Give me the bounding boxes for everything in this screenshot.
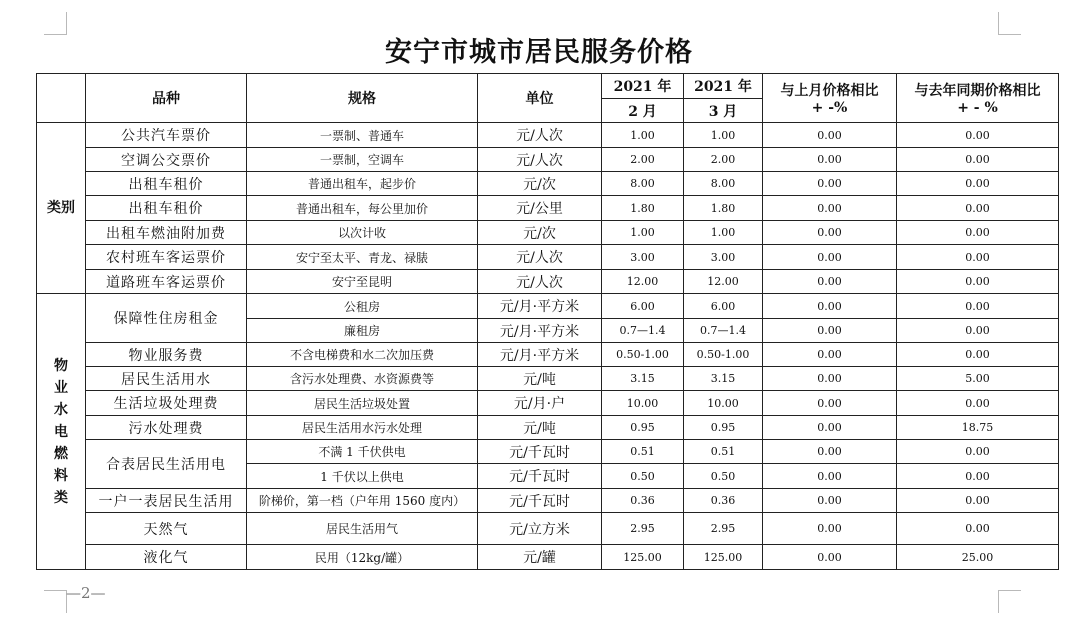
cell-mar: 2.00: [684, 148, 763, 172]
header-mom-line2: + -%: [811, 100, 848, 116]
cell-yoy: 25.00: [897, 545, 1059, 570]
cell-feb: 2.95: [602, 513, 684, 545]
cell-yoy: 0.00: [897, 319, 1059, 343]
item-name: 液化气: [86, 545, 247, 570]
cell-spec: 廉租房: [247, 319, 478, 343]
cell-mom: 0.00: [763, 489, 897, 513]
item-name: 农村班车客运票价: [86, 245, 247, 270]
cell-yoy: 0.00: [897, 489, 1059, 513]
cell-spec: 以次计收: [247, 221, 478, 245]
item-name: 出租车燃油附加费: [86, 221, 247, 245]
header-mom: [763, 74, 897, 123]
crop-mark-top-right: [998, 12, 1021, 35]
item-name: 空调公交票价: [86, 148, 247, 172]
cell-mar: 0.7—1.4: [684, 319, 763, 343]
item-name: 出租车租价: [86, 196, 247, 221]
header-year-mar: 2021 年: [684, 74, 763, 99]
cell-yoy: 0.00: [897, 294, 1059, 319]
item-name: 居民生活用水: [86, 367, 247, 391]
cell-mar: 0.51: [684, 440, 763, 464]
cell-unit: 元/月·平方米: [478, 294, 602, 319]
cell-unit: 元/千瓦时: [478, 464, 602, 489]
price-table: [36, 73, 1059, 570]
cell-unit: 元/吨: [478, 416, 602, 440]
item-name: 道路班车客运票价: [86, 270, 247, 294]
cell-spec: 居民生活垃圾处置: [247, 391, 478, 416]
cell-mar: 1.80: [684, 196, 763, 221]
cell-mom: 0.00: [763, 513, 897, 545]
crop-mark-top-left: [44, 12, 67, 35]
cell-mom: 0.00: [763, 545, 897, 570]
cell-spec: 普通出租车，起步价: [247, 172, 478, 196]
cell-spec: 普通出租车，每公里加价: [247, 196, 478, 221]
cell-yoy: 0.00: [897, 391, 1059, 416]
header-row: [37, 74, 1059, 99]
cell-unit: 元/人次: [478, 123, 602, 148]
header-yoy-line2: + - %: [957, 100, 998, 116]
table-row: [37, 148, 1059, 172]
table-row: [37, 221, 1059, 245]
cell-mar: 1.00: [684, 221, 763, 245]
item-name: 保障性住房租金: [86, 294, 247, 343]
cell-mom: 0.00: [763, 440, 897, 464]
cell-yoy: 0.00: [897, 270, 1059, 294]
cell-yoy: 0.00: [897, 196, 1059, 221]
cell-mom: 0.00: [763, 416, 897, 440]
cell-mom: 0.00: [763, 123, 897, 148]
header-spec: 规格: [247, 74, 478, 123]
table-row: [37, 440, 1059, 464]
cell-feb: 0.50-1.00: [602, 343, 684, 367]
cell-yoy: 0.00: [897, 245, 1059, 270]
cell-unit: 元/月·平方米: [478, 343, 602, 367]
cell-mar: 1.00: [684, 123, 763, 148]
cell-mar: 125.00: [684, 545, 763, 570]
header-year-feb: 2021 年: [602, 74, 684, 99]
cell-feb: 8.00: [602, 172, 684, 196]
table-row: [37, 172, 1059, 196]
category-char: 物: [54, 357, 68, 374]
table-row: [37, 513, 1059, 545]
cell-spec: 1 千伏以上供电: [247, 464, 478, 489]
item-name: 出租车租价: [86, 172, 247, 196]
cell-feb: 1.00: [602, 123, 684, 148]
cell-spec: 公租房: [247, 294, 478, 319]
cell-yoy: 0.00: [897, 123, 1059, 148]
cell-feb: 10.00: [602, 391, 684, 416]
page-title: 安宁市城市居民服务价格: [385, 37, 693, 68]
table-row: [37, 294, 1059, 319]
category-property: [37, 294, 86, 570]
category-char: 类: [54, 489, 68, 506]
header-month-feb: 2 月: [602, 99, 684, 123]
cell-feb: 2.00: [602, 148, 684, 172]
cell-feb: 3.15: [602, 367, 684, 391]
header-month-mar: 3 月: [684, 99, 763, 123]
cell-feb: 0.7—1.4: [602, 319, 684, 343]
table-row: [37, 123, 1059, 148]
table-row: [37, 245, 1059, 270]
category-char: 料: [54, 467, 68, 484]
item-name: 合表居民生活用电: [86, 440, 247, 489]
cell-spec: 安宁至太平、青龙、禄脿: [247, 245, 478, 270]
cell-spec: 居民生活用气: [247, 513, 478, 545]
cell-unit: 元/月·户: [478, 391, 602, 416]
cell-spec: 一票制、普通车: [247, 123, 478, 148]
cell-unit: 元/罐: [478, 545, 602, 570]
cell-yoy: 0.00: [897, 513, 1059, 545]
cell-mom: 0.00: [763, 196, 897, 221]
cell-yoy: 0.00: [897, 148, 1059, 172]
cell-feb: 3.00: [602, 245, 684, 270]
cell-yoy: 0.00: [897, 221, 1059, 245]
cell-spec: 不含电梯费和水二次加压费: [247, 343, 478, 367]
cell-mar: 0.36: [684, 489, 763, 513]
table-row: [37, 367, 1059, 391]
cell-mar: 0.50: [684, 464, 763, 489]
cell-spec: 一票制，空调车: [247, 148, 478, 172]
cell-unit: 元/人次: [478, 245, 602, 270]
cell-unit: 元/次: [478, 172, 602, 196]
cell-spec: 含污水处理费、水资源费等: [247, 367, 478, 391]
cell-spec: 阶梯价，第一档（户年用 1560 度内）: [247, 489, 478, 513]
header-variety: 品种: [86, 74, 247, 123]
cell-mar: 0.95: [684, 416, 763, 440]
cell-unit: 元/公里: [478, 196, 602, 221]
cell-unit: 元/人次: [478, 270, 602, 294]
table-row: [37, 196, 1059, 221]
item-name: 天然气: [86, 513, 247, 545]
item-name: 污水处理费: [86, 416, 247, 440]
cell-mom: 0.00: [763, 148, 897, 172]
table-row: [37, 416, 1059, 440]
cell-mom: 0.00: [763, 294, 897, 319]
cell-unit: 元/月·平方米: [478, 319, 602, 343]
category-char: 水: [54, 401, 68, 418]
cell-unit: 元/人次: [478, 148, 602, 172]
cell-feb: 12.00: [602, 270, 684, 294]
cell-mar: 3.00: [684, 245, 763, 270]
cell-unit: 元/吨: [478, 367, 602, 391]
cell-mar: 6.00: [684, 294, 763, 319]
cell-mom: 0.00: [763, 367, 897, 391]
cell-unit: 元/千瓦时: [478, 489, 602, 513]
table-row: [37, 489, 1059, 513]
cell-yoy: 0.00: [897, 440, 1059, 464]
header-mom-line1: 与上月价格相比: [780, 83, 879, 99]
cell-feb: 0.51: [602, 440, 684, 464]
cell-feb: 6.00: [602, 294, 684, 319]
category-char: 燃: [54, 445, 68, 462]
crop-mark-bottom-right: [998, 590, 1021, 613]
cell-feb: 1.00: [602, 221, 684, 245]
cell-mom: 0.00: [763, 319, 897, 343]
cell-feb: 0.50: [602, 464, 684, 489]
table-row: [37, 545, 1059, 570]
cell-mom: 0.00: [763, 221, 897, 245]
cell-yoy: 0.00: [897, 464, 1059, 489]
category-char: 电: [54, 423, 68, 440]
page-number: 2: [81, 584, 91, 602]
cell-unit: 元/次: [478, 221, 602, 245]
item-name: 物业服务费: [86, 343, 247, 367]
cell-yoy: 18.75: [897, 416, 1059, 440]
cell-mom: 0.00: [763, 391, 897, 416]
cell-mar: 0.50-1.00: [684, 343, 763, 367]
cell-mar: 2.95: [684, 513, 763, 545]
cell-mar: 10.00: [684, 391, 763, 416]
cell-mar: 3.15: [684, 367, 763, 391]
cell-mom: 0.00: [763, 343, 897, 367]
table-row: [37, 270, 1059, 294]
header-yoy: [897, 74, 1059, 123]
cell-spec: 居民生活用水污水处理: [247, 416, 478, 440]
cell-spec: 安宁至昆明: [247, 270, 478, 294]
cell-yoy: 0.00: [897, 172, 1059, 196]
crop-mark-bottom-left: [44, 590, 67, 613]
cell-feb: 1.80: [602, 196, 684, 221]
cell-mom: 0.00: [763, 172, 897, 196]
category-char: 业: [54, 379, 68, 396]
item-name: 一户一表居民生活用: [86, 489, 247, 513]
header-unit: 单位: [478, 74, 602, 123]
cell-spec: 不满 1 千伏供电: [247, 440, 478, 464]
cell-mar: 8.00: [684, 172, 763, 196]
cell-yoy: 5.00: [897, 367, 1059, 391]
category-transport: 类别: [37, 123, 86, 294]
table-row: [37, 391, 1059, 416]
header-category-cell: [37, 74, 86, 123]
cell-mar: 12.00: [684, 270, 763, 294]
cell-feb: 0.36: [602, 489, 684, 513]
page-number-footer: —2—: [66, 584, 106, 602]
item-name: 生活垃圾处理费: [86, 391, 247, 416]
cell-spec: 民用（12kg/罐）: [247, 545, 478, 570]
cell-unit: 元/千瓦时: [478, 440, 602, 464]
cell-mom: 0.00: [763, 245, 897, 270]
item-name: 公共汽车票价: [86, 123, 247, 148]
cell-mom: 0.00: [763, 270, 897, 294]
cell-mom: 0.00: [763, 464, 897, 489]
header-yoy-line1: 与去年同期价格相比: [914, 83, 1041, 99]
cell-feb: 125.00: [602, 545, 684, 570]
table-row: [37, 343, 1059, 367]
cell-unit: 元/立方米: [478, 513, 602, 545]
cell-feb: 0.95: [602, 416, 684, 440]
cell-yoy: 0.00: [897, 343, 1059, 367]
